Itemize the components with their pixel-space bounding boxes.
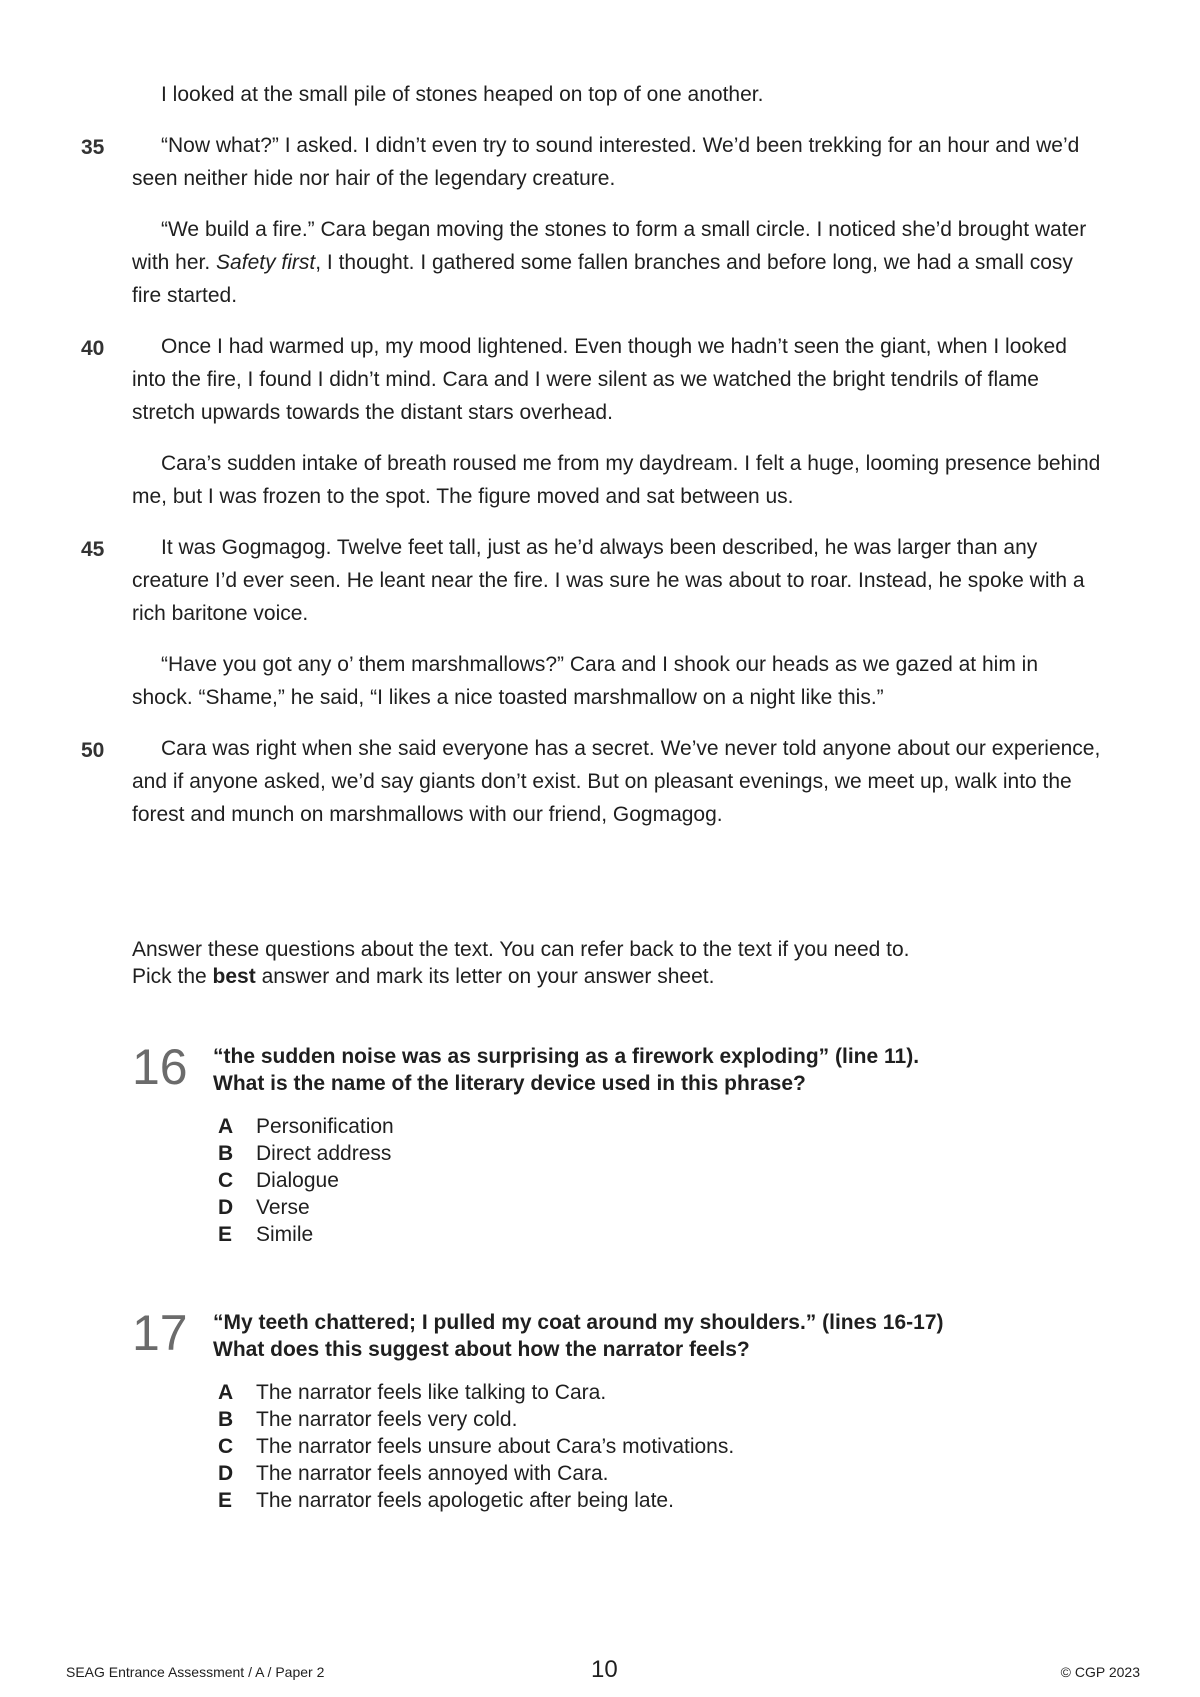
footer-copyright: © CGP 2023 (1060, 1664, 1140, 1680)
passage-text (81, 78, 1102, 849)
option-letter: B (218, 1408, 234, 1431)
paragraph-text: “Have you got any o’ them marshmallows?” Cara and I shook our heads as we gazed at him in shock. “Shame,” he said, “I likes a nice toasted marshmallow on a night like this.” (132, 653, 1038, 709)
answer-options (218, 1113, 394, 1248)
passage-paragraph (132, 213, 1102, 312)
instructions-line-1: Answer these questions about the text. You can refer back to the text if you need to. (132, 938, 910, 961)
question-number: 16 (132, 1039, 188, 1095)
question-prompt-line: What does this suggest about how the narrator feels? (213, 1338, 750, 1361)
paragraph-text: Once I had warmed up, my mood lightened. Even though we hadn’t seen the giant, when I looked into the fire, I found I didn’t mind. Cara and I were silent as we watched the bright tendrils of flame stretch upwards towards the distant stars overhead. (132, 335, 1067, 424)
option-text: The narrator feels very cold. (256, 1408, 518, 1431)
page-number: 10 (591, 1656, 618, 1683)
question-prompt (213, 1043, 1073, 1097)
option-text: The narrator feels like talking to Cara. (256, 1381, 607, 1404)
answer-option-b (218, 1406, 734, 1433)
option-letter: D (218, 1462, 234, 1485)
passage-paragraph (81, 732, 1102, 831)
answer-options (218, 1379, 734, 1514)
option-letter: C (218, 1435, 234, 1458)
instructions (132, 936, 1092, 990)
option-letter: B (218, 1142, 234, 1165)
option-text: The narrator feels annoyed with Cara. (256, 1462, 609, 1485)
line-number: 50 (81, 739, 105, 762)
option-text: The narrator feels apologetic after being late. (256, 1489, 674, 1512)
instructions-text: answer and mark its letter on your answer sheet. (255, 965, 715, 988)
question-prompt (213, 1309, 1073, 1363)
answer-option-a (218, 1379, 734, 1406)
answer-option-b (218, 1140, 394, 1167)
instructions-emphasis: best (212, 965, 256, 988)
answer-option-e (218, 1221, 394, 1248)
option-letter: A (218, 1381, 234, 1404)
option-text: Dialogue (256, 1169, 339, 1192)
option-letter: A (218, 1115, 234, 1138)
option-letter: C (218, 1169, 234, 1192)
instructions-line-2 (132, 963, 1092, 990)
answer-option-c (218, 1167, 394, 1194)
answer-option-c (218, 1433, 734, 1460)
option-text: Personification (256, 1115, 394, 1138)
option-text: Simile (256, 1223, 314, 1246)
passage-paragraph (132, 447, 1102, 513)
paragraph-text: It was Gogmagog. Twelve feet tall, just as he’d always been described, he was larger than any creature I’d ever seen. He leant near the fire. I was sure he was about to roar. Instead, he spoke with a rich baritone voice. (132, 536, 1085, 625)
option-letter: E (218, 1489, 233, 1512)
question-prompt-line: What is the name of the literary device used in this phrase? (213, 1072, 806, 1095)
paragraph-text: “Now what?” I asked. I didn’t even try to sound interested. We’d been trekking for an hour and we’d seen neither hide nor hair of the legendary creature. (132, 134, 1080, 190)
paragraph-text: Cara’s sudden intake of breath roused me from my daydream. I felt a huge, looming presence behind me, but I was frozen to the spot. The figure moved and sat between us. (132, 452, 1101, 508)
passage-paragraph (132, 648, 1102, 714)
paragraph-text: “We build a fire.” Cara began moving the stones to form a small circle. I noticed she’d brought water with her. (132, 218, 1087, 274)
question-number: 17 (132, 1305, 188, 1361)
paragraph-text: I looked at the small pile of stones heaped on top of one another. (161, 83, 764, 106)
paragraph-text: Cara was right when she said everyone has a secret. We’ve never told anyone about our experience, and if anyone asked, we’d say giants don’t exist. But on pleasant evenings, we meet up, walk into the forest and munch on marshmallows with our friend, Gogmagog. (132, 737, 1101, 826)
answer-option-d (218, 1460, 734, 1487)
question-prompt-line: “My teeth chattered; I pulled my coat around my shoulders.” (lines 16-17) (213, 1311, 944, 1334)
line-number: 45 (81, 538, 105, 561)
answer-option-a (218, 1113, 394, 1140)
line-number: 40 (81, 337, 105, 360)
option-text: Direct address (256, 1142, 392, 1165)
line-number: 35 (81, 136, 105, 159)
passage-paragraph (81, 330, 1102, 429)
option-text: The narrator feels unsure about Cara’s motivations. (256, 1435, 735, 1458)
paragraph-text: , I thought. I gathered some fallen branches and before long, we had a small cosy fire started. (132, 251, 1073, 307)
answer-option-d (218, 1194, 394, 1221)
option-text: Verse (256, 1196, 310, 1219)
option-letter: E (218, 1223, 233, 1246)
question-prompt-line: “the sudden noise was as surprising as a firework exploding” (line 11). (213, 1045, 920, 1068)
answer-option-e (218, 1487, 734, 1514)
italic-text: Safety first (216, 251, 316, 274)
footer-assessment-label: SEAG Entrance Assessment / A / Paper 2 (66, 1664, 325, 1680)
passage-paragraph (81, 129, 1102, 195)
instructions-text: Pick the (132, 965, 213, 988)
option-letter: D (218, 1196, 234, 1219)
passage-paragraph (132, 78, 1102, 111)
page-footer (66, 1656, 1140, 1690)
passage-paragraph (81, 531, 1102, 630)
